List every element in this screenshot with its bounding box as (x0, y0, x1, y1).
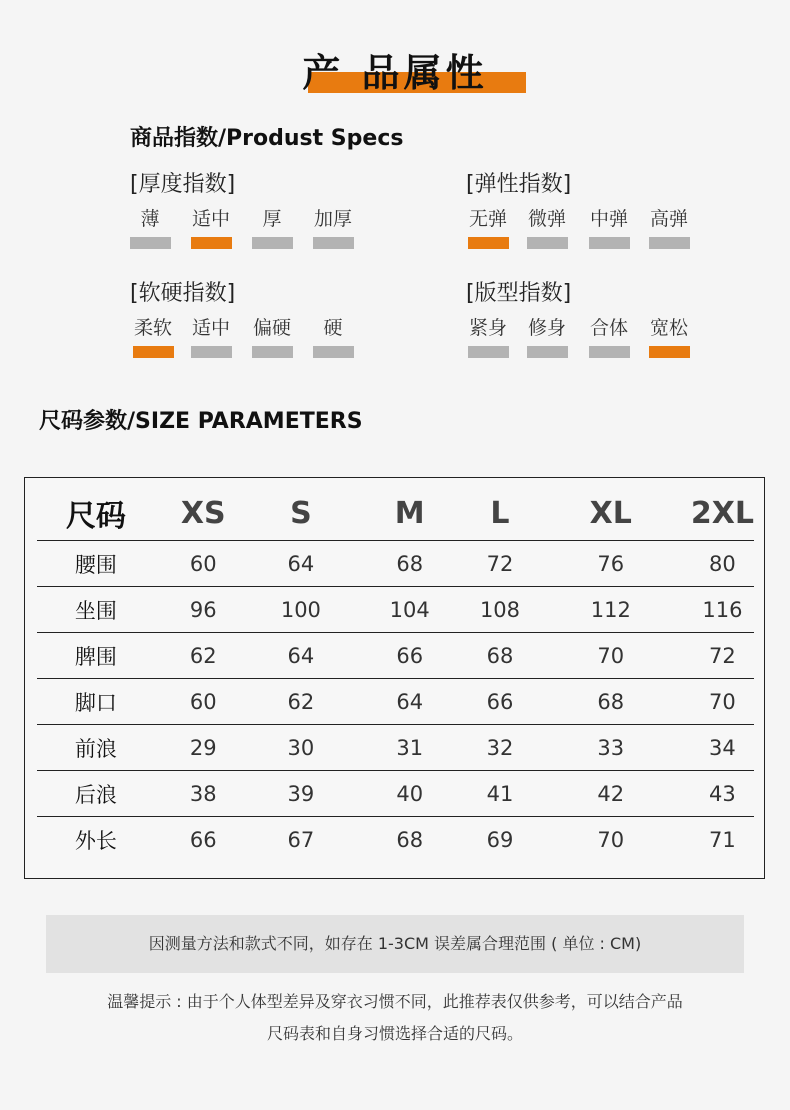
table-cell: 32 (469, 725, 530, 771)
spec-heading: [厚度指数] (130, 172, 236, 197)
spec-option-label: 柔软 (133, 317, 172, 339)
column-header: L (490, 495, 510, 531)
table-cell: 31 (350, 725, 469, 771)
table-cell: 100 (252, 587, 351, 633)
table-row (37, 679, 754, 725)
spec-option (181, 206, 241, 249)
table-row (37, 541, 754, 587)
spec-group-softness (130, 279, 370, 369)
spec-option (242, 206, 302, 249)
size-section-title: 尺码参数/SIZE PARAMETERS (39, 409, 363, 434)
spec-indicator-bar (313, 346, 354, 358)
spec-indicator-bar (252, 237, 293, 249)
table-cell: 60 (155, 679, 252, 725)
size-table-box (24, 477, 765, 879)
table-row (37, 771, 754, 817)
tip-line-2: 尺码表和自身习惯选择合适的尺码。 (266, 1024, 523, 1043)
spec-option-label: 中弹 (589, 208, 628, 230)
table-cell: 116 (691, 587, 754, 633)
table-row (37, 633, 754, 679)
spec-indicator-bar (133, 346, 174, 358)
spec-options (466, 200, 706, 260)
page-title: 产 品属性 (302, 51, 488, 95)
spec-indicator-bar (313, 237, 354, 249)
column-header: XL (589, 495, 632, 531)
spec-option-label: 紧身 (468, 317, 507, 339)
table-cell: 29 (155, 725, 252, 771)
spec-options (466, 309, 706, 369)
table-cell: 43 (691, 771, 754, 817)
table-cell: 68 (469, 633, 530, 679)
table-cell: 70 (691, 679, 754, 725)
spec-indicator-bar (252, 346, 293, 358)
spec-option (242, 315, 302, 358)
spec-group-fit (466, 279, 706, 369)
table-cell: 80 (691, 541, 754, 587)
table-cell: 64 (350, 679, 469, 725)
spec-option (517, 315, 577, 358)
table-cell: 62 (252, 679, 351, 725)
table-cell: 38 (155, 771, 252, 817)
table-cell: 70 (531, 633, 691, 679)
table-cell: 68 (531, 679, 691, 725)
table-cell: 39 (252, 771, 351, 817)
row-label: 坐围 (37, 587, 155, 633)
table-cell: 62 (155, 633, 252, 679)
table-cell: 68 (350, 541, 469, 587)
row-label: 脾围 (37, 633, 155, 679)
table-cell: 104 (350, 587, 469, 633)
spec-option-label: 适中 (191, 317, 230, 339)
spec-options (130, 309, 370, 369)
size-table (37, 486, 754, 862)
table-cell: 96 (155, 587, 252, 633)
measurement-note: 因测量方法和款式不同，如存在 1-3CM 误差属合理范围 ( 单位 : CM) (46, 915, 744, 973)
row-label: 前浪 (37, 725, 155, 771)
specs-section-title: 商品指数/Produst Specs (130, 126, 404, 151)
table-cell: 64 (252, 633, 351, 679)
row-label: 后浪 (37, 771, 155, 817)
table-cell: 60 (155, 541, 252, 587)
spec-option (303, 206, 363, 249)
table-row (37, 817, 754, 863)
spec-option-label: 厚 (262, 208, 282, 230)
table-cell: 33 (531, 725, 691, 771)
spec-option (517, 206, 577, 249)
spec-option-label: 宽松 (649, 317, 688, 339)
table-cell: 70 (531, 817, 691, 863)
spec-option (458, 206, 518, 249)
table-cell: 42 (531, 771, 691, 817)
spec-options (130, 200, 370, 260)
column-header: XS (180, 495, 226, 531)
table-cell: 40 (350, 771, 469, 817)
spec-option-label: 高弹 (649, 208, 688, 230)
spec-indicator-bar (589, 237, 630, 249)
spec-indicator-bar (191, 346, 232, 358)
spec-option (181, 315, 241, 358)
table-cell: 41 (469, 771, 530, 817)
table-cell: 66 (350, 633, 469, 679)
spec-option (458, 315, 518, 358)
spec-group-thickness (130, 170, 370, 260)
table-cell: 64 (252, 541, 351, 587)
table-cell: 69 (469, 817, 530, 863)
spec-option-label: 偏硬 (252, 317, 291, 339)
spec-option-label: 加厚 (313, 208, 352, 230)
spec-option-label: 薄 (140, 208, 160, 230)
row-label: 腰围 (37, 541, 155, 587)
table-cell: 72 (469, 541, 530, 587)
spec-option (639, 206, 699, 249)
table-cell: 34 (691, 725, 754, 771)
column-header: 尺码 (65, 499, 126, 534)
page-header (0, 38, 790, 98)
table-cell: 72 (691, 633, 754, 679)
spec-option-label: 合体 (589, 317, 628, 339)
table-row (37, 725, 754, 771)
spec-option-label: 硬 (323, 317, 343, 339)
table-row (37, 587, 754, 633)
size-table-header-row (37, 486, 754, 541)
table-cell: 67 (252, 817, 351, 863)
table-cell: 68 (350, 817, 469, 863)
row-label: 外长 (37, 817, 155, 863)
spec-indicator-bar (527, 346, 568, 358)
spec-heading: [版型指数] (466, 281, 572, 306)
column-header: M (394, 495, 425, 531)
spec-option-label: 修身 (527, 317, 566, 339)
spec-group-elasticity (466, 170, 706, 260)
column-header: 2XL (690, 495, 754, 531)
spec-option (579, 315, 639, 358)
table-cell: 112 (531, 587, 691, 633)
spec-indicator-bar (649, 237, 690, 249)
spec-indicator-bar (468, 237, 509, 249)
table-cell: 66 (155, 817, 252, 863)
table-cell: 30 (252, 725, 351, 771)
tip-line-1: 温馨提示 : 由于个人体型差异及穿衣习惯不同，此推荐表仅供参考，可以结合产品 (107, 992, 683, 1011)
row-label: 脚口 (37, 679, 155, 725)
spec-indicator-bar (527, 237, 568, 249)
spec-indicator-bar (130, 237, 171, 249)
column-header: S (290, 495, 312, 531)
spec-option (579, 206, 639, 249)
spec-option (303, 315, 363, 358)
spec-indicator-bar (649, 346, 690, 358)
spec-option (639, 315, 699, 358)
spec-option-label: 无弹 (468, 208, 507, 230)
spec-indicator-bar (468, 346, 509, 358)
table-cell: 76 (531, 541, 691, 587)
table-cell: 66 (469, 679, 530, 725)
spec-indicator-bar (589, 346, 630, 358)
table-cell: 108 (469, 587, 530, 633)
spec-option-label: 微弹 (527, 208, 566, 230)
spec-indicator-bar (191, 237, 232, 249)
spec-option (120, 206, 180, 249)
spec-option (123, 315, 183, 358)
table-cell: 71 (691, 817, 754, 863)
spec-option-label: 适中 (191, 208, 230, 230)
spec-heading: [弹性指数] (466, 172, 572, 197)
spec-heading: [软硬指数] (130, 281, 236, 306)
